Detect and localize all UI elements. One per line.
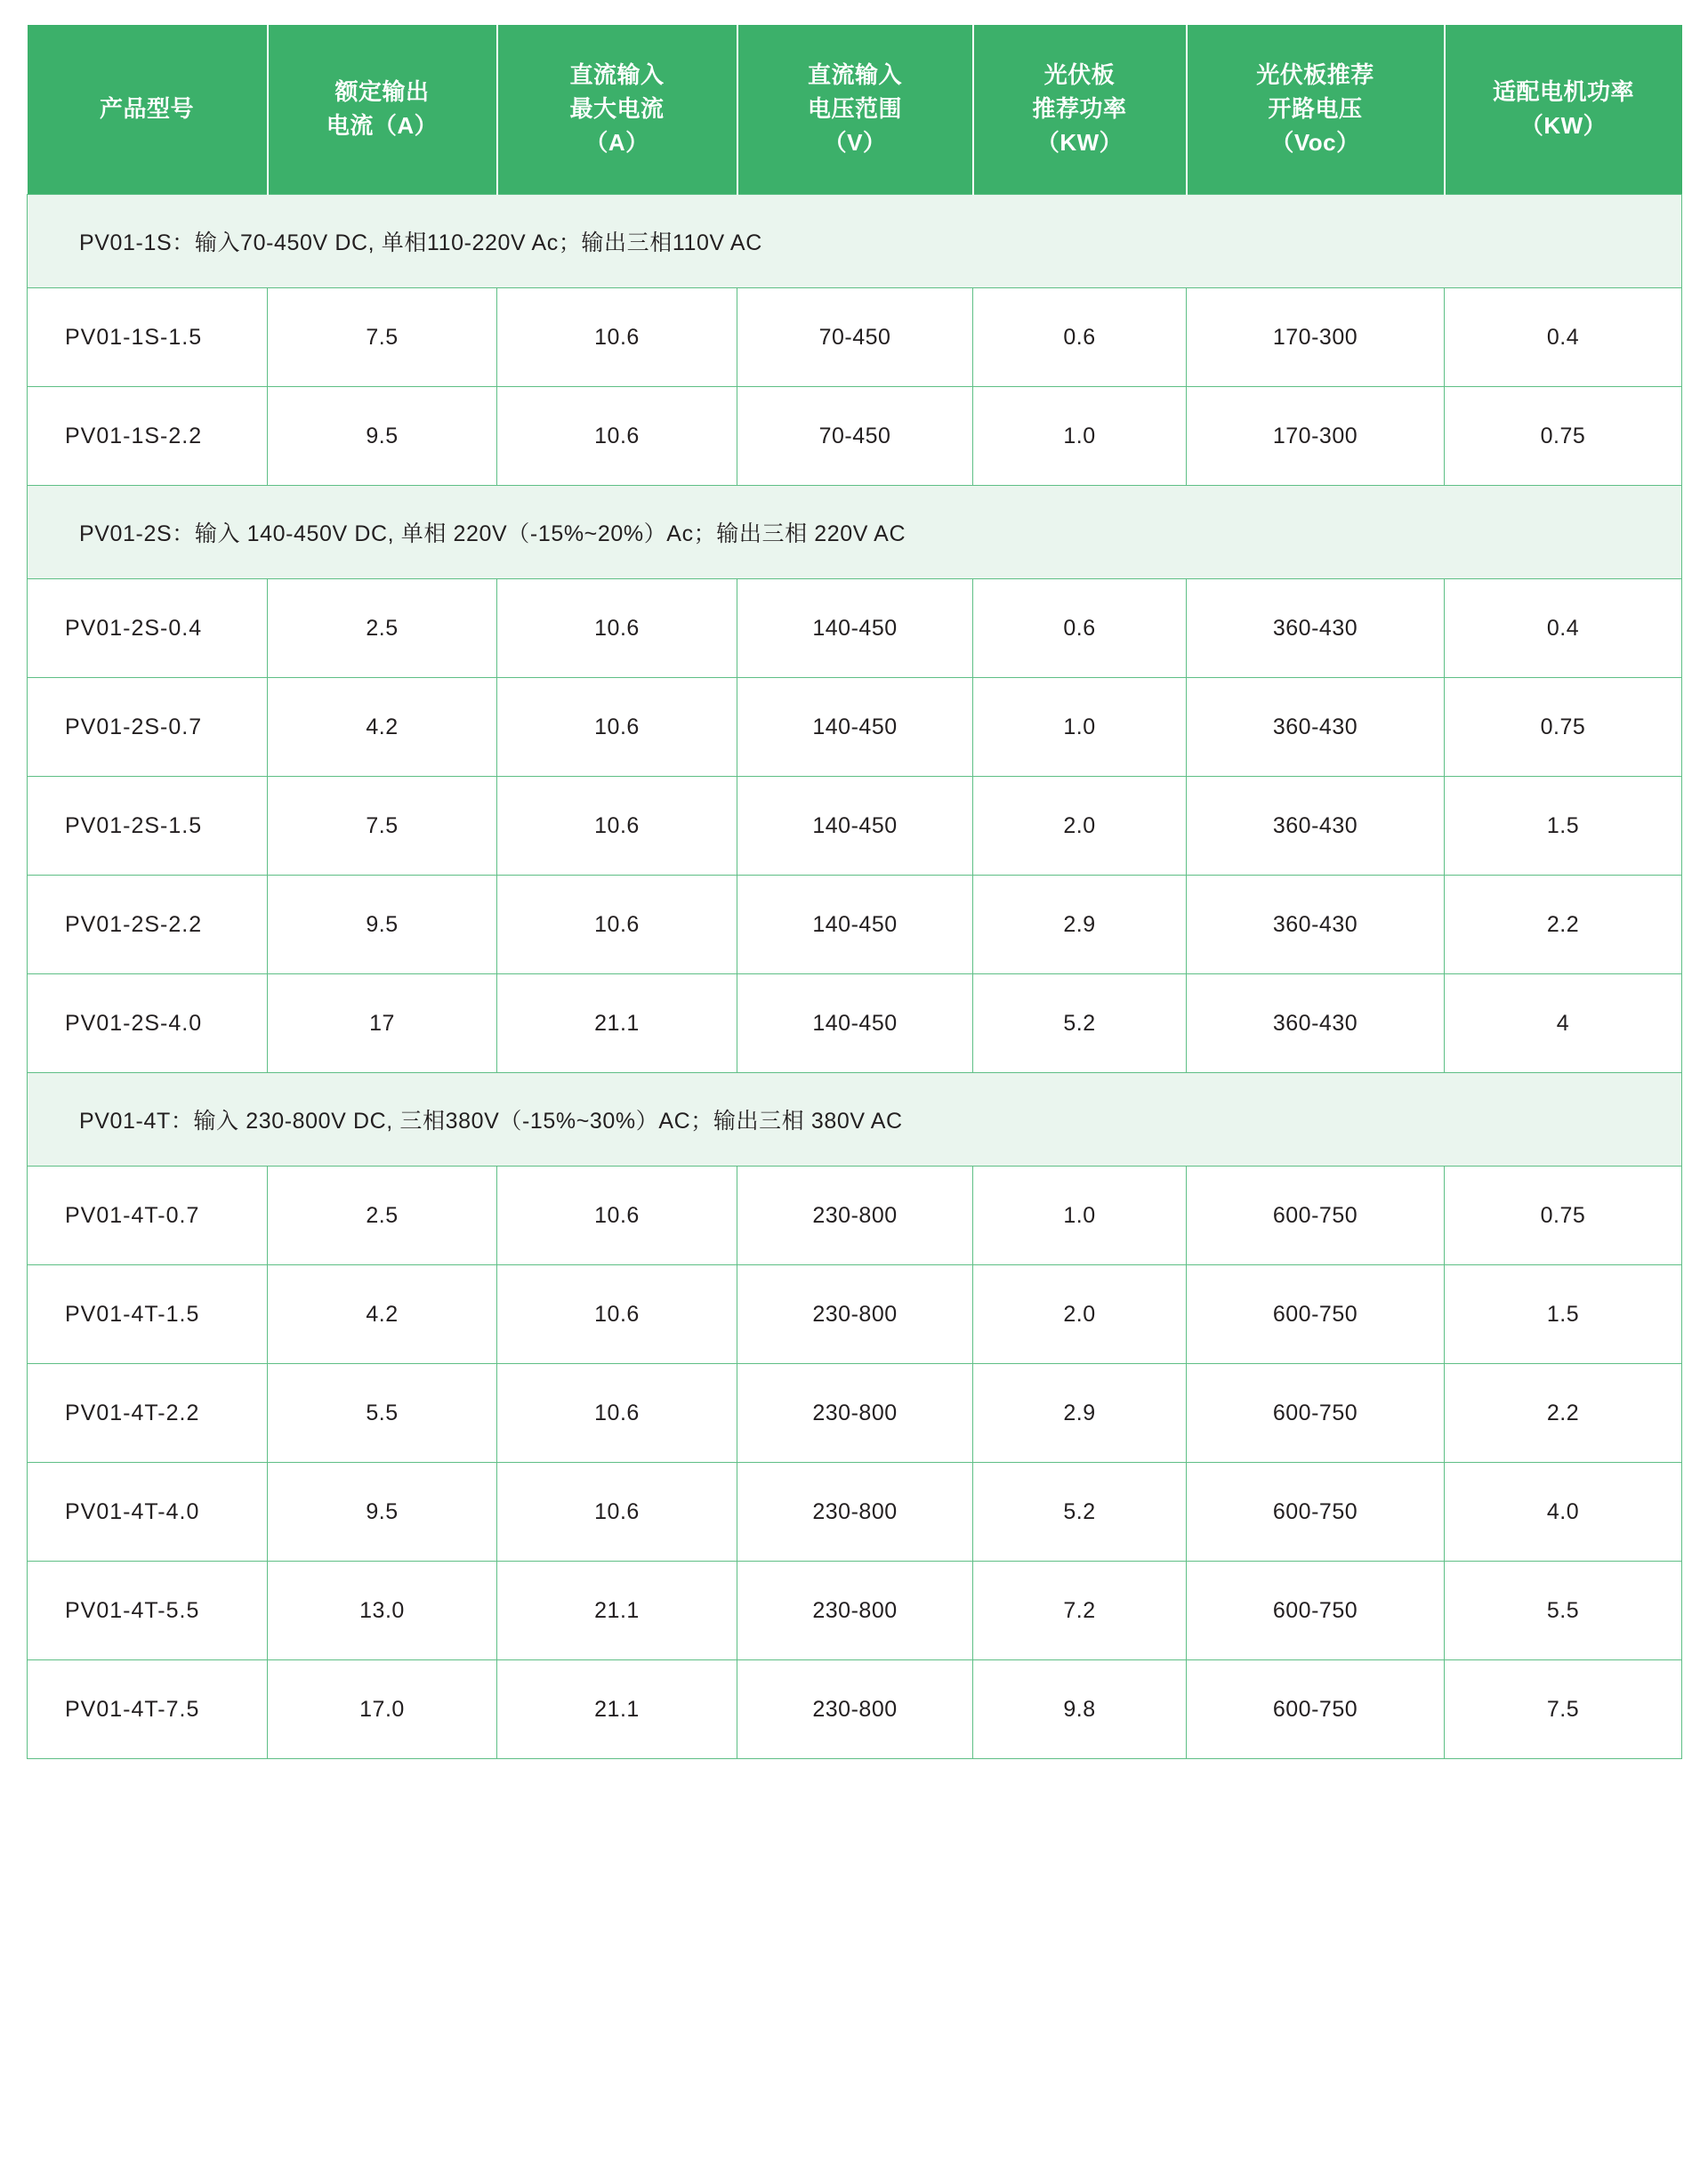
column-header-line: 光伏板	[1043, 61, 1116, 89]
cell-value: 600-750	[1187, 1660, 1445, 1759]
cell-value: 13.0	[268, 1562, 497, 1660]
cell-value: 230-800	[737, 1364, 973, 1463]
cell-value: 5.2	[973, 1463, 1187, 1562]
cell-model: PV01-4T-4.0	[28, 1463, 268, 1562]
cell-value: 10.6	[497, 288, 737, 387]
cell-value: 140-450	[737, 678, 973, 777]
cell-value: 1.5	[1445, 1265, 1682, 1364]
cell-value: 230-800	[737, 1265, 973, 1364]
cell-value: 5.5	[1445, 1562, 1682, 1660]
cell-value: 140-450	[737, 974, 973, 1073]
cell-value: 1.0	[973, 387, 1187, 486]
column-header-line: 额定输出	[334, 78, 430, 106]
cell-value: 2.0	[973, 777, 1187, 876]
table-row	[28, 1265, 1682, 1364]
column-header-1	[268, 25, 497, 195]
table-row	[28, 974, 1682, 1073]
cell-value: 170-300	[1187, 288, 1445, 387]
cell-model: PV01-2S-0.4	[28, 579, 268, 678]
section-header-row	[28, 486, 1682, 579]
cell-value: 7.5	[1445, 1660, 1682, 1759]
cell-value: 140-450	[737, 579, 973, 678]
cell-model: PV01-1S-1.5	[28, 288, 268, 387]
table-row	[28, 579, 1682, 678]
cell-model: PV01-2S-4.0	[28, 974, 268, 1073]
table-header	[28, 25, 1682, 195]
cell-value: 4.0	[1445, 1463, 1682, 1562]
cell-value: 0.75	[1445, 678, 1682, 777]
cell-value: 10.6	[497, 579, 737, 678]
table-row	[28, 1660, 1682, 1759]
cell-value: 360-430	[1187, 974, 1445, 1073]
cell-value: 17	[268, 974, 497, 1073]
cell-value: 9.5	[268, 1463, 497, 1562]
cell-value: 7.5	[268, 777, 497, 876]
cell-value: 2.2	[1445, 1364, 1682, 1463]
column-header-line: 最大电流	[569, 95, 665, 123]
table-row	[28, 1167, 1682, 1265]
section-title: PV01-2S：输入 140-450V DC, 单相 220V（-15%~20%）Ac；输出三相 220V AC	[28, 486, 1682, 579]
cell-value: 21.1	[497, 974, 737, 1073]
column-header-line: （A）	[584, 128, 649, 156]
cell-value: 9.8	[973, 1660, 1187, 1759]
cell-value: 10.6	[497, 1364, 737, 1463]
table-row	[28, 876, 1682, 974]
cell-value: 1.0	[973, 678, 1187, 777]
cell-value: 2.9	[973, 876, 1187, 974]
cell-value: 2.5	[268, 1167, 497, 1265]
column-header-5	[1187, 25, 1445, 195]
table-row	[28, 288, 1682, 387]
cell-value: 230-800	[737, 1167, 973, 1265]
cell-value: 9.5	[268, 387, 497, 486]
cell-value: 7.2	[973, 1562, 1187, 1660]
cell-model: PV01-4T-7.5	[28, 1660, 268, 1759]
section-title: PV01-4T：输入 230-800V DC, 三相380V（-15%~30%）AC；输出三相 380V AC	[28, 1073, 1682, 1167]
table-body	[28, 195, 1682, 1759]
cell-value: 7.5	[268, 288, 497, 387]
table-row	[28, 387, 1682, 486]
cell-model: PV01-2S-2.2	[28, 876, 268, 974]
column-header-line: 产品型号	[99, 95, 194, 123]
column-header-3	[737, 25, 973, 195]
cell-value: 140-450	[737, 876, 973, 974]
column-header-line: （V）	[823, 128, 887, 156]
cell-model: PV01-4T-5.5	[28, 1562, 268, 1660]
column-header-line: 开路电压	[1268, 95, 1363, 123]
cell-value: 1.5	[1445, 777, 1682, 876]
cell-value: 0.75	[1445, 1167, 1682, 1265]
cell-value: 70-450	[737, 387, 973, 486]
cell-value: 2.5	[268, 579, 497, 678]
column-header-0	[28, 25, 268, 195]
section-header-row	[28, 1073, 1682, 1167]
cell-value: 1.0	[973, 1167, 1187, 1265]
table-row	[28, 1463, 1682, 1562]
table-header-row	[28, 25, 1682, 195]
cell-value: 600-750	[1187, 1167, 1445, 1265]
cell-value: 10.6	[497, 1167, 737, 1265]
column-header-line: （KW）	[1035, 128, 1124, 156]
cell-value: 10.6	[497, 387, 737, 486]
cell-value: 10.6	[497, 1265, 737, 1364]
column-header-line: 电流（A）	[326, 112, 439, 139]
cell-model: PV01-4T-1.5	[28, 1265, 268, 1364]
cell-value: 0.4	[1445, 579, 1682, 678]
column-header-4	[973, 25, 1187, 195]
cell-model: PV01-4T-0.7	[28, 1167, 268, 1265]
cell-value: 600-750	[1187, 1463, 1445, 1562]
column-header-line: 电压范围	[807, 95, 902, 123]
cell-value: 4.2	[268, 1265, 497, 1364]
cell-model: PV01-1S-2.2	[28, 387, 268, 486]
cell-value: 10.6	[497, 678, 737, 777]
cell-value: 10.6	[497, 876, 737, 974]
cell-value: 17.0	[268, 1660, 497, 1759]
column-header-2	[497, 25, 737, 195]
cell-value: 5.2	[973, 974, 1187, 1073]
column-header-line: （KW）	[1519, 112, 1607, 139]
cell-value: 21.1	[497, 1562, 737, 1660]
cell-value: 9.5	[268, 876, 497, 974]
cell-value: 0.6	[973, 579, 1187, 678]
cell-value: 5.5	[268, 1364, 497, 1463]
cell-value: 70-450	[737, 288, 973, 387]
section-header-row	[28, 195, 1682, 288]
cell-value: 0.75	[1445, 387, 1682, 486]
table-row	[28, 1364, 1682, 1463]
cell-value: 4	[1445, 974, 1682, 1073]
table-row	[28, 1562, 1682, 1660]
column-header-line: 推荐功率	[1032, 95, 1127, 123]
cell-value: 0.4	[1445, 288, 1682, 387]
cell-value: 2.2	[1445, 876, 1682, 974]
cell-value: 360-430	[1187, 876, 1445, 974]
cell-value: 360-430	[1187, 678, 1445, 777]
cell-model: PV01-4T-2.2	[28, 1364, 268, 1463]
column-header-line: （Voc）	[1270, 128, 1360, 156]
cell-model: PV01-2S-1.5	[28, 777, 268, 876]
cell-value: 230-800	[737, 1463, 973, 1562]
column-header-line: 直流输入	[807, 61, 902, 89]
cell-value: 360-430	[1187, 777, 1445, 876]
cell-value: 230-800	[737, 1562, 973, 1660]
cell-value: 600-750	[1187, 1364, 1445, 1463]
product-spec-table	[27, 25, 1682, 1759]
column-header-6	[1445, 25, 1682, 195]
table-row	[28, 678, 1682, 777]
table-row	[28, 777, 1682, 876]
cell-value: 10.6	[497, 777, 737, 876]
column-header-line: 直流输入	[569, 61, 665, 89]
cell-value: 600-750	[1187, 1562, 1445, 1660]
cell-value: 360-430	[1187, 579, 1445, 678]
cell-model: PV01-2S-0.7	[28, 678, 268, 777]
cell-value: 2.9	[973, 1364, 1187, 1463]
cell-value: 0.6	[973, 288, 1187, 387]
section-title: PV01-1S：输入70-450V DC, 单相110-220V Ac；输出三相110V AC	[28, 195, 1682, 288]
cell-value: 21.1	[497, 1660, 737, 1759]
cell-value: 10.6	[497, 1463, 737, 1562]
cell-value: 170-300	[1187, 387, 1445, 486]
cell-value: 4.2	[268, 678, 497, 777]
cell-value: 600-750	[1187, 1265, 1445, 1364]
column-header-line: 光伏板推荐	[1256, 61, 1374, 89]
cell-value: 140-450	[737, 777, 973, 876]
cell-value: 230-800	[737, 1660, 973, 1759]
cell-value: 2.0	[973, 1265, 1187, 1364]
column-header-line: 适配电机功率	[1492, 78, 1634, 106]
